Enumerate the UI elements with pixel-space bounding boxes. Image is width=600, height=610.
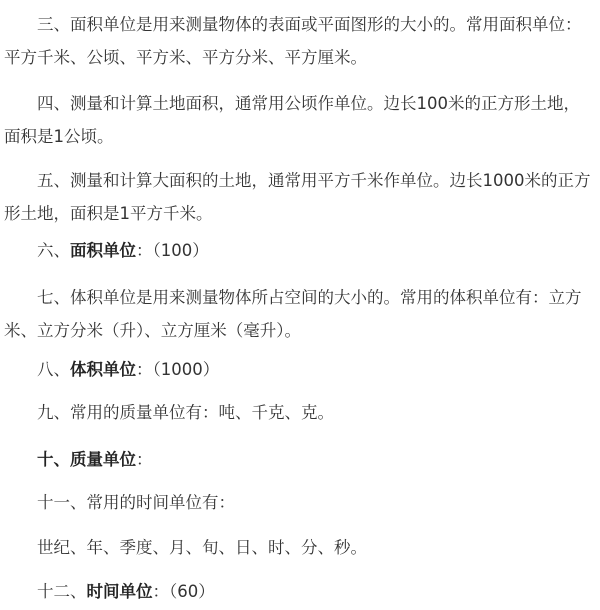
bold-term: 十、质量单位 <box>37 450 136 469</box>
paragraph-time-units-list: 世纪、年、季度、月、旬、日、时、分、秒。 <box>37 538 367 557</box>
paragraph-volume-units: 七、体积单位是用来测量物体所占空间的大小的。常用的体积单位有：立方米、立方分米（升）、立方厘米（毫升）。 <box>4 288 582 340</box>
paragraph-time-unit-rate <box>0 575 600 608</box>
bold-term: 体积单位 <box>70 360 136 379</box>
item-value: ：（60） <box>152 582 215 601</box>
item-number: 八、 <box>37 360 70 379</box>
paragraph-time-units-heading: 十一、常用的时间单位有： <box>37 493 235 512</box>
bold-term: 面积单位 <box>70 241 136 260</box>
bold-term: 时间单位 <box>86 582 153 601</box>
paragraph-large-land-area: 五、测量和计算大面积的土地，通常用平方千米作单位。边长1000米的正方形土地，面积是1平方千米。 <box>4 171 591 223</box>
paragraph-mass-unit-rate <box>0 443 600 476</box>
paragraph-land-area-hectare: 四、测量和计算土地面积，通常用公顷作单位。边长100米的正方形土地，面积是1公顷。 <box>4 94 580 146</box>
item-value: ： <box>136 450 153 469</box>
item-value: ：（100） <box>136 241 209 260</box>
paragraph-mass-units: 九、常用的质量单位有：吨、千克、克。 <box>37 403 334 422</box>
item-value: ：（1000） <box>136 360 220 379</box>
paragraph-volume-unit-rate <box>0 353 600 386</box>
paragraph-area-units: 三、面积单位是用来测量物体的表面或平面图形的大小的。常用面积单位：平方千米、公顷、平方米、平方分米、平方厘米。 <box>4 15 582 67</box>
item-number: 十二、 <box>37 582 87 601</box>
paragraph-area-unit-rate <box>0 234 600 267</box>
item-number: 六、 <box>37 241 70 260</box>
